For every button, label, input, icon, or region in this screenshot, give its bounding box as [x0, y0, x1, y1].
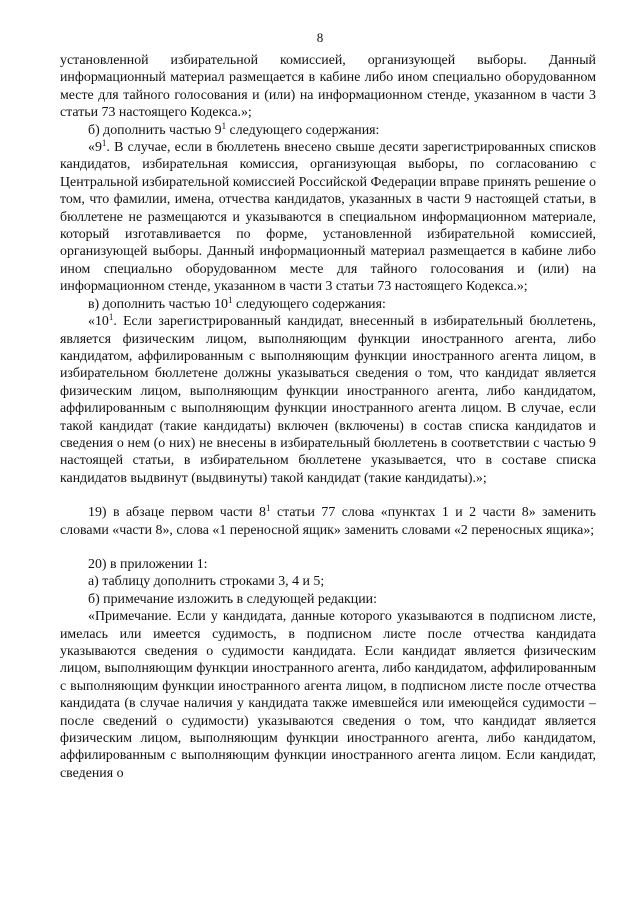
superscript: 1 [228, 294, 233, 305]
paragraph-item-20: 20) в приложении 1: [88, 556, 208, 572]
spacer [60, 539, 596, 556]
paragraph-item-a: а) таблицу дополнить строками 3, 4 и 5; [88, 574, 325, 590]
superscript: 1 [221, 120, 227, 131]
paragraph-note: «Примечание. Если у кандидата, данные которого указываются в подписном листе, имелась или имеется судимость, в подписном листе после отчества кандидата указываются сведения о судимости кандидата. Если кандидат является физическим лицом, выполняющим функции иностранного агента, либо кандидатом, аффилированным с выполняющим функции иностранного агента лицом, в подписном листе после отчества кандидата (в случае наличия у кандидата также имевшейся или имеющейся судимости – после сведений о судимости) указываются сведения о том, что кандидат является физическим лицом, выполняющим функции иностранного агента, либо кандидатом, аффилированным с выполняющим функции иностранного агента лицом. Если кандидат, сведения о [60, 609, 596, 781]
paragraph-part-10-1 [60, 313, 596, 487]
document-body [60, 52, 596, 782]
paragraph-text: «9 [88, 140, 102, 156]
paragraph-item-19 [60, 504, 596, 539]
superscript: 1 [101, 138, 107, 149]
paragraph-item-v [60, 296, 596, 313]
paragraph-text: б) дополнить частью 9 [88, 122, 222, 138]
paragraph-text: в) дополнить частью 10 [88, 296, 229, 312]
paragraph-text: следующего содержания: [226, 122, 380, 138]
superscript: 1 [108, 312, 114, 323]
paragraph-text: статьи 77 слова «пунктах 1 и 2 части 8» заменить словами «части 8», слова «1 переносной ящик» заменить словами «2 переносных ящика»; [60, 505, 596, 538]
paragraph-continuation: установленной избирательной комиссией, организующей выборы. Данный информационный материал размещается в кабине либо ином специально оборудованном месте для тайного голосования и (или) на информационном стенде, указанном в части 3 статьи 73 настоящего Кодекса.»; [60, 53, 596, 121]
paragraph-text: . Если зарегистрированный кандидат, внесенный в избирательный бюллетень, является физическим лицом, выполняющим функции иностранного агента, либо кандидатом, аффилированным с выполняющим функции иностранного агента лицом, в избирательном бюллетене должны указываться сведения о том, что кандидат является физическим лицом, выполняющим функции иностранного агента, либо кандидатом, аффилированным с выполняющим функции иностранного агента лицом. В случае, если такой кандидат (такие кандидаты) включен (включены) в состав списка кандидатов и сведения о нем (о них) не внесены в избирательный бюллетень в соответствии с частью 9 настоящей статьи, в избирательном бюллетене указывается, что в составе списка кандидатов выдвинут (выдвинуты) такой кандидат (такие кандидаты).»; [60, 314, 596, 486]
paragraph-text: . В случае, если в бюллетень внесено свыше десяти зарегистрированных списков кандидатов, избирательная комиссия, организующая выборы, по согласованию с Центральной избирательной комиссией Российской Федерации вправе принять решение о том, что фамилии, имена, отчества кандидатов, указанных в части 9 настоящей статьи, в бюллетене не размещаются и указываются в специальном информационном материале, который изготавливается по форме, установленной избирательной комиссией, организующей выборы. Данный информационный материал размещается в кабине либо ином специально оборудованном месте для тайного голосования и (или) на информационном стенде, указанном в части 3 статьи 73 настоящего Кодекса.»; [60, 140, 596, 295]
paragraph-part-9-1 [60, 139, 596, 296]
paragraph-text: «10 [88, 314, 109, 330]
superscript: 1 [266, 503, 271, 514]
paragraph-item-b [60, 122, 596, 139]
page-number: 8 [316, 30, 324, 45]
spacer [60, 487, 596, 504]
paragraph-text: следующего содержания: [232, 296, 386, 312]
paragraph-text: 19) в абзаце первом части 8 [88, 505, 266, 521]
paragraph-item-b2: б) примечание изложить в следующей редакции: [88, 591, 377, 607]
